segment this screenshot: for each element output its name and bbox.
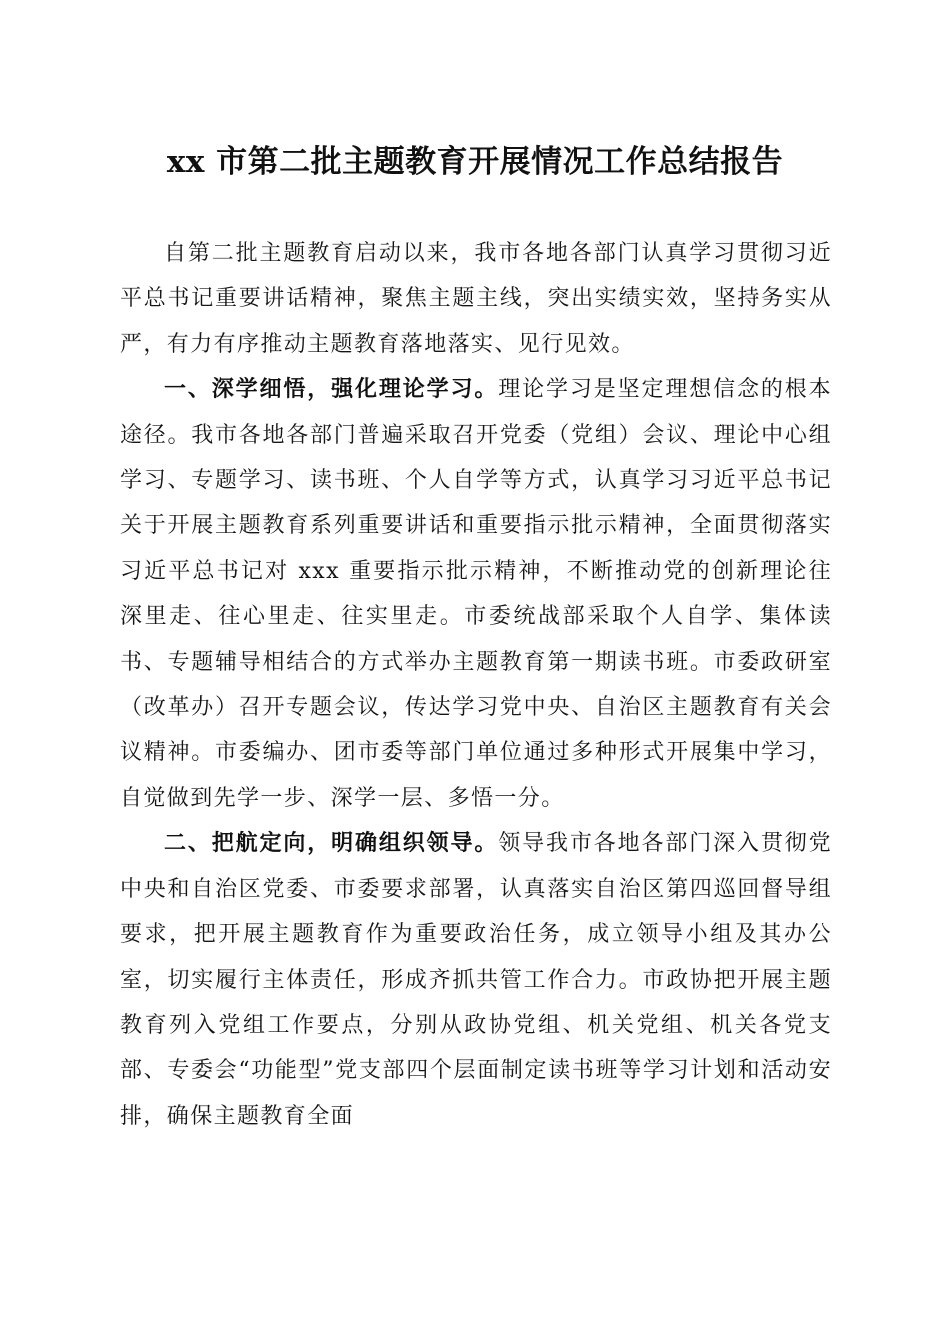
paragraph-text: 自第二批主题教育启动以来，我市各地各部门认真学习贯彻习近平总书记重要讲话精神，聚焦主题主线，突出实绩实效，坚持务实从严，有力有序推动主题教育落地落实、见行见效。 (120, 241, 832, 357)
paragraph-text: 理论学习是坚定理想信念的根本途径。我市各地各部门普遍采取召开党委（党组）会议、理论中心组学习、专题学习、读书班、个人自学等方式，认真学习习近平总书记关于开展主题教育系列重要讲话和重要指示批示精神，全面贯彻落实习近平总书记对 xxx 重要指示批示精神，不断推动党的创新理论往深里走、往心里走、往实里走。市委统战部采取个人自学、集体读书、专题辅导相结合的方式举办主题教育第一期读书班。市委政研室（改革办）召开专题会议，传达学习党中央、自治区主题教育有关会议精神。市委编办、团市委等部门单位通过多种形式开展集中学习，自觉做到先学一步、深学一层、多悟一分。 (120, 377, 832, 811)
paragraph-lead: 二、把航定向，明确组织领导。 (164, 830, 499, 857)
paragraph-lead: 一、深学细悟，强化理论学习。 (164, 376, 499, 403)
paragraph-leadership (120, 821, 832, 1139)
paragraph-intro (120, 231, 832, 367)
paragraph-theory-study (120, 367, 832, 821)
document-title: xx 市第二批主题教育开展情况工作总结报告 (166, 144, 784, 180)
document-body (120, 231, 832, 1139)
paragraph-text: 领导我市各地各部门深入贯彻党中央和自治区党委、市委要求部署，认真落实自治区第四巡回督导组要求，把开展主题教育作为重要政治任务，成立领导小组及其办公室，切实履行主体责任，形成齐抓共管工作合力。市政协把开展主题教育列入党组工作要点，分别从政协党组、机关党组、机关各党支部、专委会“功能型”党支部四个层面制定读书班等学习计划和活动安排，确保主题教育全面 (120, 831, 832, 1129)
